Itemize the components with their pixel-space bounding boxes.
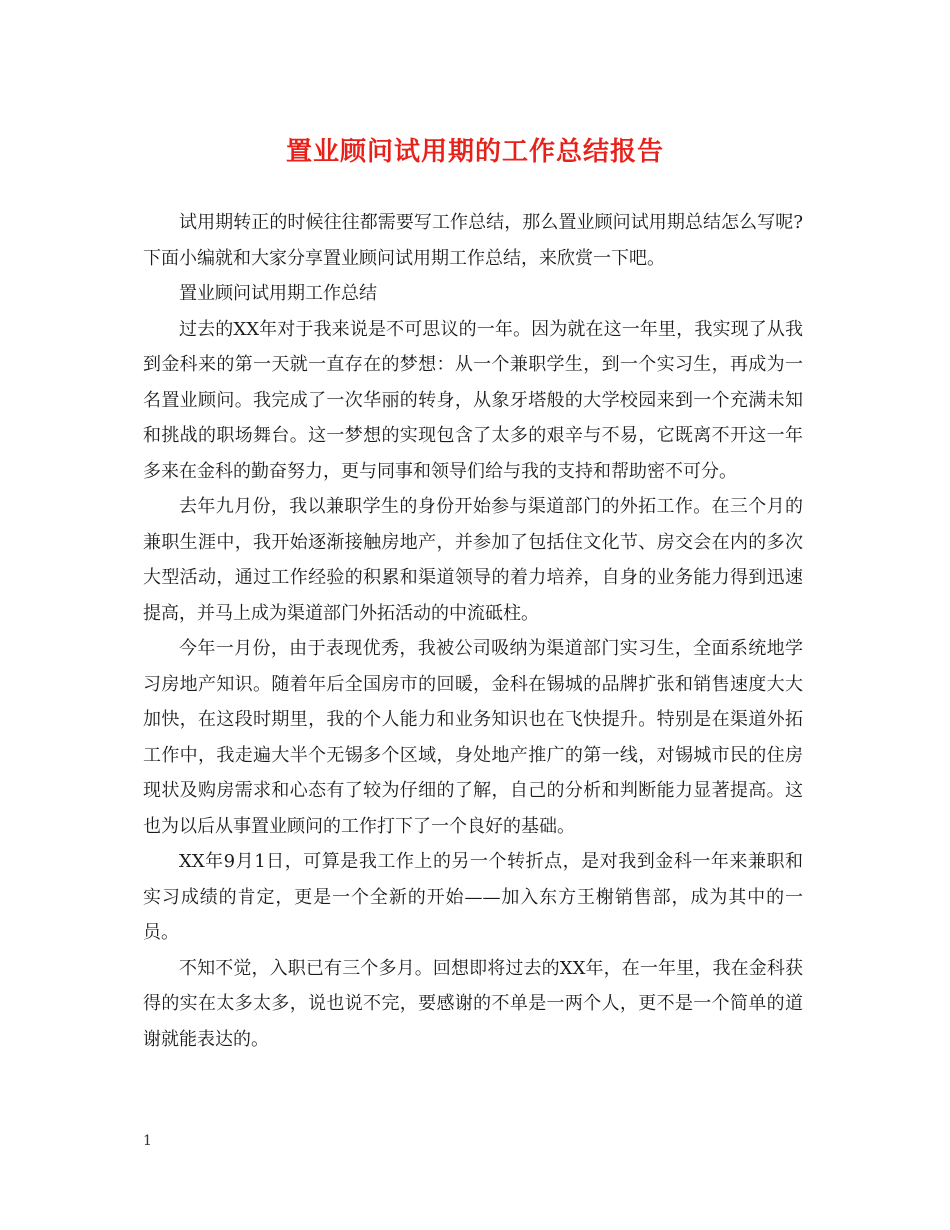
document-body xyxy=(143,205,803,1057)
body-paragraph: 今年一月份，由于表现优秀，我被公司吸纳为渠道部门实习生，全面系统地学习房地产知识。随着年后全国房市的回暖，金科在锡城的品牌扩张和销售速度大大加快，在这段时期里，我的个人能力和业务知识也在飞快提升。特别是在渠道外拓工作中，我走遍大半个无锡多个区域，身处地产推广的第一线，对锡城市民的住房现状及购房需求和心态有了较为仔细的了解，自己的分析和判断能力显著提高。这也为以后从事置业顾问的工作打下了一个良好的基础。 xyxy=(143,638,803,837)
body-paragraph: 去年九月份，我以兼职学生的身份开始参与渠道部门的外拓工作。在三个月的兼职生涯中，我开始逐渐接触房地产，并参加了包括住文化节、房交会在内的多次大型活动，通过工作经验的积累和渠道领导的着力培养，自身的业务能力得到迅速提高，并马上成为渠道部门外拓活动的中流砥柱。 xyxy=(143,496,803,624)
intro-paragraph: 试用期转正的时候往往都需要写工作总结，那么置业顾问试用期总结怎么写呢?下面小编就和大家分享置业顾问试用期工作总结，来欣赏一下吧。 xyxy=(143,212,803,269)
body-paragraph: 过去的XX年对于我来说是不可思议的一年。因为就在这一年里，我实现了从我到金科来的第一天就一直存在的梦想：从一个兼职学生，到一个实习生，再成为一名置业顾问。我完成了一次华丽的转身，从象牙塔般的大学校园来到一个充满未知和挑战的职场舞台。这一梦想的实现包含了太多的艰辛与不易，它既离不开这一年多来在金科的勤奋努力，更与同事和领导们给与我的支持和帮助密不可分。 xyxy=(143,318,803,482)
body-paragraph: 不知不觉，入职已有三个多月。回想即将过去的XX年，在一年里，我在金科获得的实在太多太多，说也说不完，要感谢的不单是一两个人，更不是一个简单的道谢就能表达的。 xyxy=(143,957,803,1050)
section-heading: 置业顾问试用期工作总结 xyxy=(179,283,377,304)
body-paragraph: XX年9月1日，可算是我工作上的另一个转折点，是对我到金科一年来兼职和实习成绩的肯定，更是一个全新的开始——加入东方王榭销售部，成为其中的一员。 xyxy=(143,851,803,943)
document-title: 置业顾问试用期的工作总结报告 xyxy=(285,137,664,167)
page-number: 1 xyxy=(143,1133,152,1149)
